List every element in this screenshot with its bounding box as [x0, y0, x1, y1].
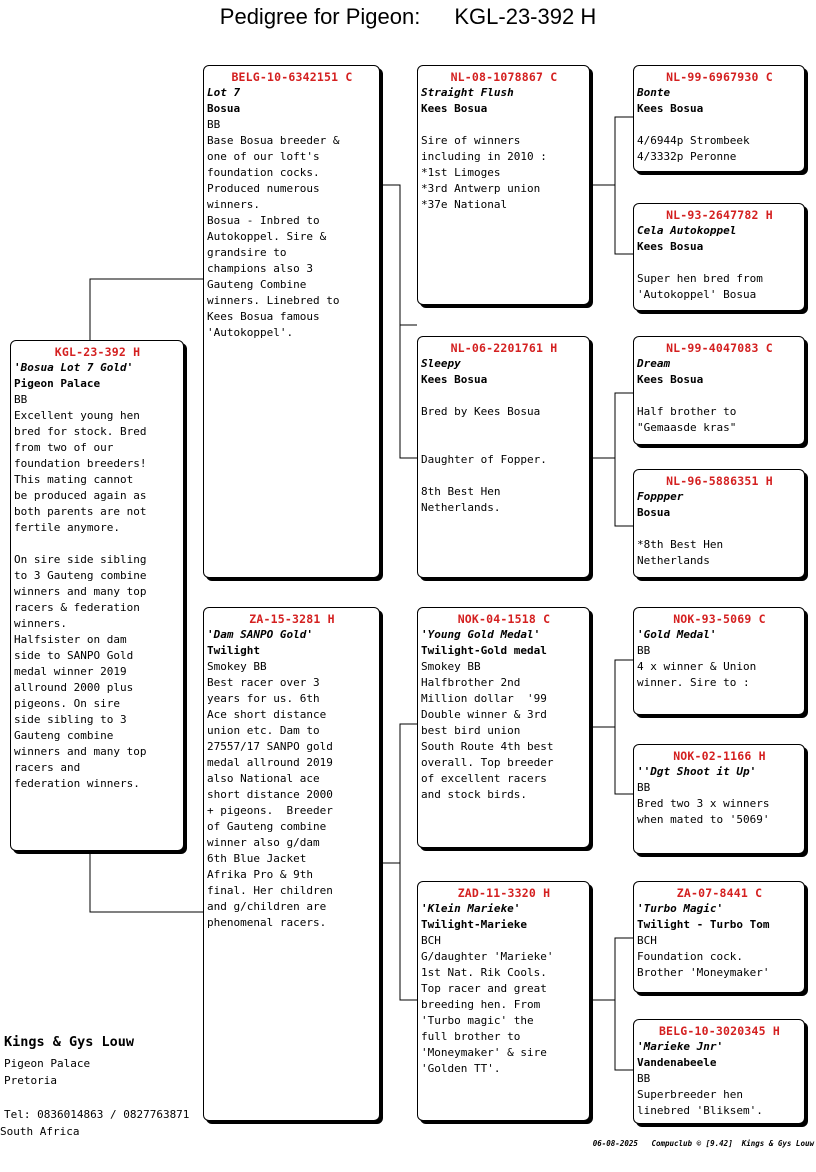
note-line: *8th Best Hen [637, 538, 724, 551]
pigeon-name: 'Marieke Jnr' [637, 1040, 724, 1053]
note-line: allround 2000 plus [14, 681, 134, 694]
note-line: Brother 'Moneymaker' [637, 966, 770, 979]
note-line: *3rd Antwerp union [421, 182, 541, 195]
note-line: Top racer and great [421, 982, 547, 995]
note-line: Bred two 3 x winners [637, 797, 770, 810]
pigeon-owner: Kees Bosua [637, 240, 704, 253]
pigeon-owner: Bosua [207, 102, 241, 115]
ring-number: NOK-02-1166 H [673, 749, 766, 763]
note-line: grandsire to [207, 246, 287, 259]
ring-number: ZA-15-3281 H [249, 612, 335, 626]
note-line: medal winner 2019 [14, 665, 127, 678]
breeder-phone: Tel: 0836014863 / 0827763871 [4, 1108, 190, 1121]
note-line: final. Her children [207, 884, 333, 897]
note-line: Afrika Pro & 9th [207, 868, 313, 881]
note-line: BB [637, 781, 651, 794]
pigeon-card-sire[interactable] [203, 65, 380, 578]
software-credit: Compuclub © [9.42] [651, 1139, 733, 1148]
note-line: linebred 'Bliksem'. [637, 1104, 763, 1117]
ring-number: ZAD-11-3320 H [457, 886, 551, 900]
pigeon-notes [207, 659, 377, 931]
pigeon-owner: Kees Bosua [637, 373, 704, 386]
note-line: winner also g/dam [207, 836, 320, 849]
note-line: 'Autokoppel'. [207, 326, 294, 339]
pigeon-notes [637, 255, 802, 303]
pigeon-name: ''Dgt Shoot it Up' [637, 765, 757, 778]
note-line: This mating cannot [14, 473, 134, 486]
pigeon-notes [421, 117, 587, 213]
pigeon-owner: Twilight-Marieke [421, 918, 527, 931]
note-line [637, 388, 802, 404]
note-line [421, 436, 587, 452]
note-line: side sibling to 3 [14, 713, 127, 726]
note-line: champions also 3 [207, 262, 313, 275]
ring-number: KGL-23-392 H [54, 345, 141, 359]
note-line: 4/3332p Peronne [637, 150, 737, 163]
note-line: Half brother to [637, 405, 737, 418]
note-line: including in 2010 : [421, 150, 547, 163]
note-line: BCH [637, 934, 657, 947]
pigeon-name: Bonte [637, 86, 671, 99]
pigeon-card-dam-dam[interactable] [417, 881, 590, 1121]
pigeon-owner: Kees Bosua [421, 102, 488, 115]
pigeon-owner: Kees Bosua [637, 102, 704, 115]
ring-number: NL-06-2201761 H [450, 341, 558, 355]
note-line: winners and many top [14, 585, 147, 598]
breeder-info [4, 1034, 134, 1103]
note-line: 1st Nat. Rik Cools. [421, 966, 547, 979]
note-line: when mated to '5069' [637, 813, 770, 826]
note-line: Foundation cock. [637, 950, 743, 963]
breeder-name: Kings & Gys Louw [4, 1034, 135, 1050]
pigeon-card-ss-sire[interactable] [633, 65, 805, 172]
note-line: Bosua - Inbred to [207, 214, 320, 227]
connector-dam-parents [380, 724, 417, 1000]
pigeon-name: Foppper [637, 490, 684, 503]
pigeon-owner: Kees Bosua [421, 373, 488, 386]
print-footer [593, 1139, 814, 1148]
note-line: Produced numerous [207, 182, 320, 195]
note-line [637, 255, 802, 271]
note-line: Bred by Kees Bosua [421, 405, 541, 418]
pigeon-notes [637, 521, 802, 569]
pigeon-name: Cela Autokoppel [637, 224, 737, 237]
note-line: winners. Linebred to [207, 294, 340, 307]
pigeon-notes [637, 117, 802, 165]
pigeon-card-ss-dam[interactable] [633, 203, 805, 311]
note-line: Smokey BB [207, 660, 267, 673]
pigeon-notes [637, 780, 802, 828]
note-line: BB [207, 118, 221, 131]
pigeon-name: Lot 7 [207, 86, 241, 99]
note-line: and g/children are [207, 900, 327, 913]
note-line: overall. Top breeder [421, 756, 554, 769]
note-line: 6th Blue Jacket [207, 852, 307, 865]
note-line: Netherlands. [421, 501, 501, 514]
ring-number: ZA-07-8441 C [676, 886, 763, 900]
pigeon-card-subject[interactable] [10, 340, 184, 851]
note-line: Superbreeder hen [637, 1088, 743, 1101]
note-line: Halfsister on dam [14, 633, 127, 646]
note-line: bred for stock. Bred [14, 425, 147, 438]
connector-ss-parents [590, 117, 633, 254]
note-line: BCH [421, 934, 441, 947]
note-line: *1st Limoges [421, 166, 501, 179]
title-label: Pedigree for Pigeon: [219, 4, 421, 29]
pigeon-owner: Twilight - Turbo Tom [637, 918, 770, 931]
ring-number: BELG-10-6342151 C [231, 70, 353, 84]
pigeon-card-ds-sire[interactable] [633, 607, 805, 715]
note-line: years for us. 6th [207, 692, 320, 705]
note-line: 'Autokoppel' Bosua [637, 288, 757, 301]
note-line: Base Bosua breeder & [207, 134, 340, 147]
pigeon-card-sire-dam[interactable] [417, 336, 590, 578]
pigeon-notes [14, 392, 181, 792]
connector-sd-parents [590, 393, 633, 526]
note-line: both parents are not [14, 505, 147, 518]
note-line: Million dollar '99 [421, 692, 547, 705]
connector-sire-parents [380, 185, 417, 458]
ring-number: BELG-10-3020345 H [658, 1024, 781, 1038]
note-line: 4 x winner & Union [637, 660, 757, 673]
note-line: Autokoppel. Sire & [207, 230, 327, 243]
connector-subject-dam [90, 851, 203, 912]
pigeon-owner: Twilight-Gold medal [421, 644, 547, 657]
pigeon-owner: Bosua [637, 506, 671, 519]
pigeon-card-dd-dam[interactable] [633, 1019, 805, 1124]
pigeon-card-dam[interactable] [203, 607, 380, 1121]
note-line: Gauteng combine [14, 729, 114, 742]
note-line: side to SANPO Gold [14, 649, 134, 662]
pigeon-name: 'Young Gold Medal' [421, 628, 541, 641]
note-line: Halfbrother 2nd [421, 676, 521, 689]
note-line: Excellent young hen [14, 409, 140, 422]
title-ring: KGL-23-392 H [454, 4, 597, 29]
note-line: best bird union [421, 724, 521, 737]
note-line: medal allround 2019 [207, 756, 333, 769]
breeder-country: South Africa [0, 1125, 80, 1138]
connector-subject-sire [90, 279, 203, 340]
note-line: breeding hen. From [421, 998, 541, 1011]
note-line [14, 536, 181, 552]
note-line: winners. [207, 198, 260, 211]
pigeon-card-sd-dam[interactable] [633, 469, 805, 578]
note-line: short distance 2000 [207, 788, 333, 801]
pigeon-owner: Pigeon Palace [14, 377, 101, 390]
pigeon-name: Straight Flush [421, 86, 514, 99]
note-line: 'Turbo magic' the [421, 1014, 534, 1027]
pigeon-notes [637, 1071, 802, 1119]
note-line: 8th Best Hen [421, 485, 501, 498]
pigeon-name: Dream [637, 357, 671, 370]
pigeon-owner: Twilight [207, 644, 260, 657]
note-line: pigeons. On sire [14, 697, 120, 710]
breeder-city: Pretoria [4, 1074, 57, 1087]
note-line: phenomenal racers. [207, 916, 327, 929]
pigeon-card-dd-sire[interactable] [633, 881, 805, 993]
note-line: Super hen bred from [637, 272, 763, 285]
pigeon-card-ds-dam[interactable] [633, 744, 805, 854]
note-line: South Route 4th best [421, 740, 554, 753]
pigeon-owner: Vandenabeele [637, 1056, 717, 1069]
note-line: winners and many top [14, 745, 147, 758]
ring-number: NL-93-2647782 H [666, 208, 773, 222]
note-line: racers & federation [14, 601, 140, 614]
note-line: BB [637, 644, 651, 657]
connector-ds-parents [590, 660, 633, 794]
note-line: to 3 Gauteng combine [14, 569, 147, 582]
note-line: Netherlands [637, 554, 710, 567]
note-line: fertile anymore. [14, 521, 120, 534]
note-line: federation winners. [14, 777, 140, 790]
breeder-loft: Pigeon Palace [4, 1057, 91, 1070]
note-line: 27557/17 SANPO gold [207, 740, 333, 753]
ring-number: NL-99-6967930 C [666, 70, 773, 84]
note-line: *37e National [421, 198, 508, 211]
pigeon-card-sd-sire[interactable] [633, 336, 805, 445]
footer-owner: Kings & Gys Louw [741, 1139, 814, 1148]
note-line: racers and [14, 761, 81, 774]
note-line: full brother to [421, 1030, 521, 1043]
note-line [421, 388, 587, 404]
ring-number: NOK-04-1518 C [457, 612, 551, 626]
note-line: Gauteng Combine [207, 278, 307, 291]
pigeon-card-dam-sire[interactable] [417, 607, 590, 848]
pigeon-name: 'Bosua Lot 7 Gold' [14, 361, 134, 374]
note-line: Smokey BB [421, 660, 481, 673]
note-line [637, 521, 802, 537]
connector-dd-parents [590, 938, 633, 1070]
ring-number: NOK-93-5069 C [673, 612, 766, 626]
note-line [421, 468, 587, 484]
pigeon-name: Sleepy [421, 357, 461, 370]
pigeon-notes [421, 388, 587, 516]
note-line: Ace short distance [207, 708, 327, 721]
note-line: be produced again as [14, 489, 147, 502]
pigeon-notes [207, 117, 377, 341]
note-line: Double winner & 3rd [421, 708, 547, 721]
pigeon-notes [421, 933, 587, 1077]
print-date: 06-08-2025 [592, 1139, 638, 1148]
note-line: BB [637, 1072, 651, 1085]
note-line: 4/6944p Strombeek [637, 134, 750, 147]
note-line: union etc. Dam to [207, 724, 320, 737]
note-line: of Gauteng combine [207, 820, 327, 833]
note-line: Best racer over 3 [207, 676, 320, 689]
ring-number: NL-08-1078867 C [450, 70, 558, 84]
note-line: foundation breeders! [14, 457, 147, 470]
note-line: BB [14, 393, 28, 406]
note-line: G/daughter 'Marieke' [421, 950, 554, 963]
note-line: + pigeons. Breeder [207, 804, 333, 817]
pigeon-notes [421, 659, 587, 803]
note-line: winners. [14, 617, 67, 630]
note-line [421, 117, 587, 133]
pigeon-name: 'Gold Medal' [637, 628, 717, 641]
note-line: of excellent racers [421, 772, 547, 785]
note-line: from two of our [14, 441, 114, 454]
note-line: Kees Bosua famous [207, 310, 320, 323]
ring-number: NL-96-5886351 H [666, 474, 773, 488]
note-line: On sire side sibling [14, 553, 147, 566]
pigeon-name: 'Turbo Magic' [637, 902, 724, 915]
note-line: foundation cocks. [207, 166, 320, 179]
note-line: and stock birds. [421, 788, 527, 801]
pigeon-notes [637, 388, 802, 436]
note-line: also National ace [207, 772, 320, 785]
note-line: winner. Sire to : [637, 676, 750, 689]
note-line: 'Golden TT'. [421, 1062, 501, 1075]
note-line: 'Moneymaker' & sire [421, 1046, 547, 1059]
note-line: "Gemaasde kras" [637, 421, 737, 434]
note-line [421, 420, 587, 436]
pigeon-notes [637, 933, 802, 981]
note-line: Sire of winners [421, 134, 521, 147]
pigeon-name: 'Klein Marieke' [421, 902, 521, 915]
pigeon-name: 'Dam SANPO Gold' [207, 628, 313, 641]
note-line: Daughter of Fopper. [421, 453, 547, 466]
ring-number: NL-99-4047083 C [666, 341, 773, 355]
note-line: one of our loft's [207, 150, 320, 163]
pigeon-notes [637, 643, 802, 691]
note-line [637, 117, 802, 133]
pigeon-card-sire-sire[interactable] [417, 65, 590, 305]
